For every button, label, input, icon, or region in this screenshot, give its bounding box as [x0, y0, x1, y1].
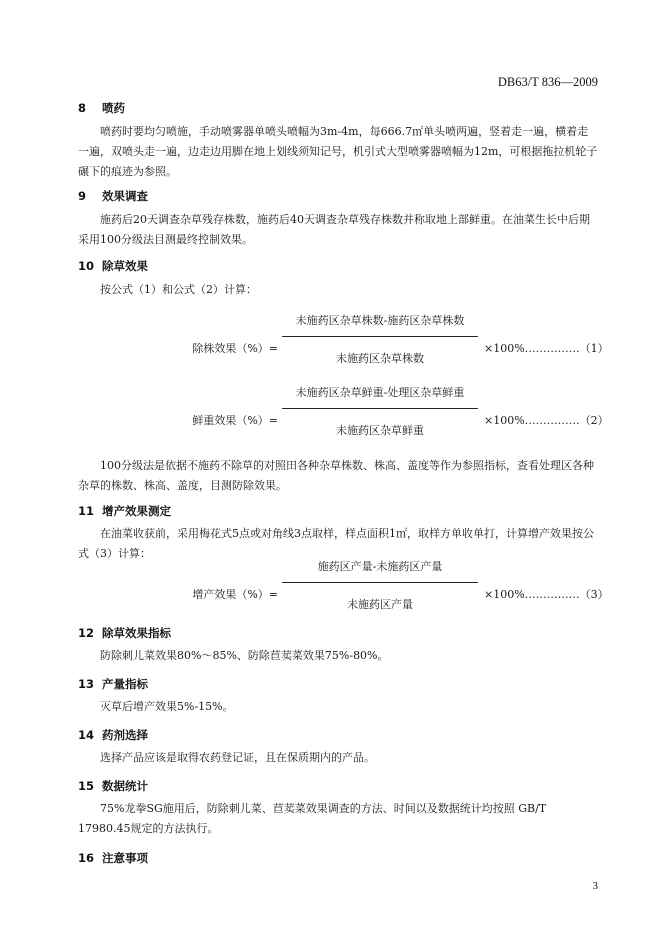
formula-denominator: 未施药区杂草鲜重 — [336, 424, 424, 437]
formula-rhs: ×100%……………（2） — [484, 414, 609, 427]
formula-lhs: 鲜重效果（%）= — [192, 414, 278, 427]
section-title: 除草效果指标 — [102, 626, 171, 640]
section-10-heading — [78, 258, 148, 274]
formula-lhs: 增产效果（%）= — [192, 588, 278, 601]
formula-numerator: 施药区产量-未施药区产量 — [317, 560, 443, 573]
section-number: 16 — [78, 851, 95, 865]
page-number: 3 — [592, 880, 598, 892]
section-16-heading — [78, 850, 148, 866]
section-11-heading — [78, 503, 171, 519]
section-number: 8 — [78, 101, 87, 115]
formula-1 — [0, 312, 662, 392]
formula-rhs: ×100%……………（1） — [484, 342, 609, 355]
section-number: 15 — [78, 779, 95, 793]
section-10-paragraph: 100分级法是依据不施药不除草的对照田各种杂草株数、株高、盖度等作为参照指标，查看处理区各种杂草的株数、株高、盖度，目测防除效果。 — [78, 459, 594, 492]
section-13-heading — [78, 676, 148, 692]
section-12-paragraph: 防除刺儿菜效果80%～85%、防除苣荬菜效果75%-80%。 — [100, 649, 389, 662]
section-15-heading — [78, 778, 148, 794]
formula-denominator: 未施药区杂草株数 — [336, 352, 424, 365]
section-number: 14 — [78, 728, 95, 742]
section-9-heading — [78, 188, 148, 204]
formula-rhs: ×100%……………（3） — [484, 588, 609, 601]
section-14-heading — [78, 727, 148, 743]
section-title: 注意事项 — [102, 851, 148, 865]
document-code: DB63/T 836—2009 — [497, 75, 598, 89]
section-number: 11 — [78, 504, 95, 518]
section-number: 13 — [78, 677, 95, 691]
section-8-heading — [78, 100, 125, 116]
fraction-line — [282, 336, 478, 337]
section-14-paragraph: 选择产品应该是取得农药登记证，且在保质期内的产品。 — [100, 751, 375, 764]
section-number: 12 — [78, 626, 95, 640]
section-number: 9 — [78, 189, 87, 203]
formula-numerator: 未施药区杂草鲜重-处理区杂草鲜重 — [295, 386, 465, 399]
formula-numerator: 未施药区杂草株数-施药区杂草株数 — [295, 314, 465, 327]
section-title: 除草效果 — [102, 259, 148, 273]
section-8-paragraph: 喷药时要均匀喷施，手动喷雾器单喷头喷幅为3m-4m，每666.7㎡单头喷两遍，竖着走一遍，横着走一遍，双喷头走一遍，边走边用脚在地上划线须知记号，机引式大型喷雾器喷幅为12m，可根据拖拉机轮子碾下的痕迹为参照。 — [78, 125, 598, 178]
formula-lhs: 除株效果（%）= — [192, 342, 278, 355]
section-12-heading — [78, 625, 171, 641]
section-15-paragraph: 75%龙拳SG施用后，防除刺儿菜、苣荬菜效果调查的方法、时间以及数据统计均按照 GB/T 17980.45规定的方法执行。 — [78, 802, 547, 835]
section-11-paragraph: 在油菜收获前，采用梅花式5点或对角线3点取样，样点面积1㎡，取样方单收单打，计算增产效果按公式（3）计算： — [78, 527, 594, 560]
section-title: 产量指标 — [102, 677, 148, 691]
section-13-paragraph: 灭草后增产效果5%-15%。 — [100, 700, 234, 713]
formula-denominator: 未施药区产量 — [347, 598, 413, 611]
section-number: 10 — [78, 259, 95, 273]
section-title: 增产效果测定 — [102, 504, 171, 518]
section-10-intro: 按公式（1）和公式（2）计算： — [100, 283, 257, 296]
fraction-line — [282, 408, 478, 409]
section-title: 喷药 — [102, 101, 125, 115]
formula-2 — [0, 384, 662, 464]
section-title: 数据统计 — [102, 779, 148, 793]
section-9-paragraph: 施药后20天调查杂草残存株数，施药后40天调查杂草残存株数并称取地上部鲜重。在油菜生长中后期采用100分级法目测最终控制效果。 — [78, 213, 590, 246]
section-title: 效果调查 — [102, 189, 148, 203]
section-title: 药剂选择 — [102, 728, 148, 742]
fraction-line — [282, 582, 478, 583]
